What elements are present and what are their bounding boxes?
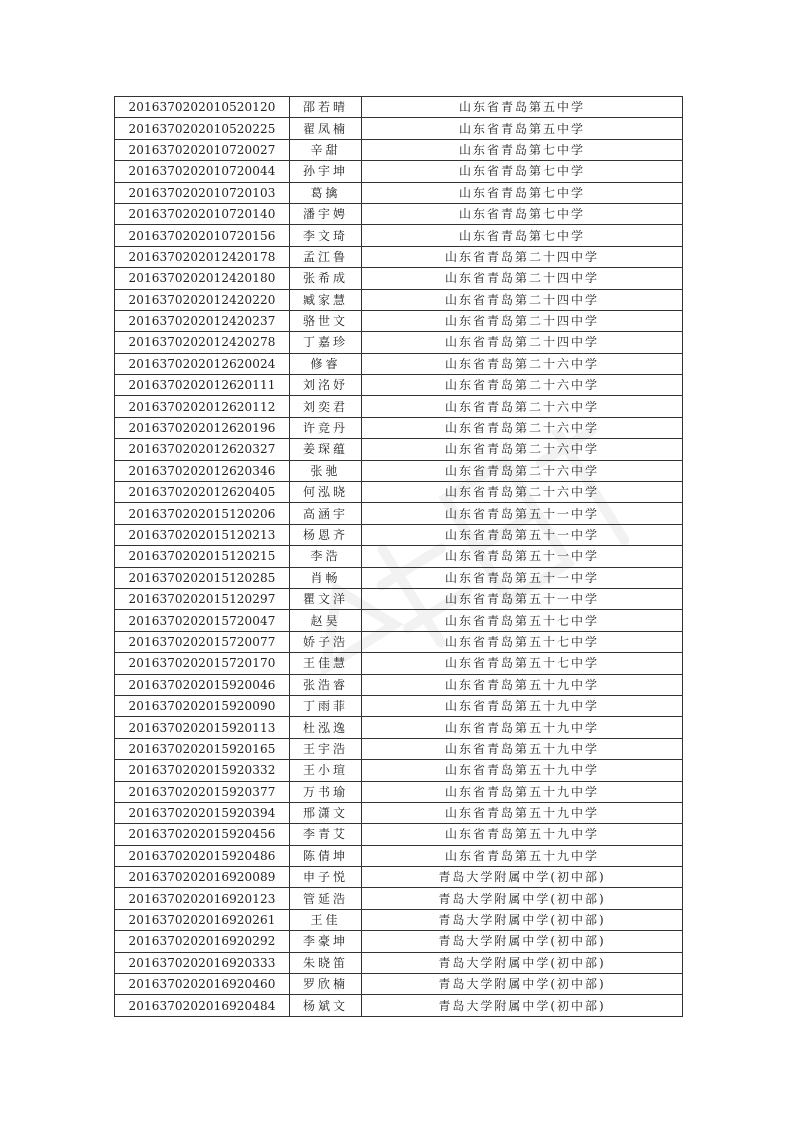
- student-id-cell: 2016370202015120297: [115, 588, 290, 609]
- student-id-cell: 2016370202015920394: [115, 802, 290, 823]
- table-row: [115, 653, 683, 674]
- table-row: [115, 203, 683, 224]
- table-row: [115, 781, 683, 802]
- student-id-cell: 2016370202015120213: [115, 524, 290, 545]
- student-id-cell: 2016370202010720140: [115, 203, 290, 224]
- student-name-cell: 肖畅: [290, 567, 362, 588]
- table-row: [115, 931, 683, 952]
- student-id-cell: 2016370202016920261: [115, 909, 290, 930]
- student-id-cell: 2016370202012420278: [115, 332, 290, 353]
- school-name-cell: 山东省青岛第二十六中学: [362, 396, 683, 417]
- school-name-cell: 山东省青岛第七中学: [362, 139, 683, 160]
- school-name-cell: 山东省青岛第二十四中学: [362, 246, 683, 267]
- student-id-cell: 2016370202012620346: [115, 460, 290, 481]
- school-name-cell: 山东省青岛第五十九中学: [362, 760, 683, 781]
- student-name-cell: 朱晓笛: [290, 952, 362, 973]
- table-row: [115, 524, 683, 545]
- table-row: [115, 824, 683, 845]
- school-name-cell: 青岛大学附属中学(初中部): [362, 995, 683, 1016]
- student-id-cell: 2016370202015920377: [115, 781, 290, 802]
- table-row: [115, 246, 683, 267]
- student-id-cell: 2016370202012420180: [115, 268, 290, 289]
- school-name-cell: 山东省青岛第二十四中学: [362, 268, 683, 289]
- school-name-cell: 山东省青岛第二十六中学: [362, 482, 683, 503]
- student-id-cell: 2016370202012620112: [115, 396, 290, 417]
- student-id-cell: 2016370202012620405: [115, 482, 290, 503]
- table-row: [115, 952, 683, 973]
- student-name-cell: 骆世文: [290, 310, 362, 331]
- student-name-cell: 陈倩坤: [290, 845, 362, 866]
- student-name-cell: 申子悦: [290, 867, 362, 888]
- table-row: [115, 503, 683, 524]
- student-id-cell: 2016370202016920089: [115, 867, 290, 888]
- student-name-cell: 刘洺妤: [290, 375, 362, 396]
- student-name-cell: 瞿文洋: [290, 588, 362, 609]
- student-id-cell: 2016370202010720156: [115, 225, 290, 246]
- table-row: [115, 695, 683, 716]
- school-name-cell: 山东省青岛第五十九中学: [362, 824, 683, 845]
- student-id-cell: 2016370202015920332: [115, 760, 290, 781]
- student-name-cell: 张希成: [290, 268, 362, 289]
- student-name-cell: 孙宇坤: [290, 161, 362, 182]
- student-name-cell: 许竞丹: [290, 417, 362, 438]
- table-row: [115, 995, 683, 1016]
- student-name-cell: 张驰: [290, 460, 362, 481]
- student-id-cell: 2016370202016920333: [115, 952, 290, 973]
- table-row: [115, 974, 683, 995]
- table-row: [115, 182, 683, 203]
- table-row: [115, 867, 683, 888]
- school-name-cell: 山东省青岛第五十七中学: [362, 631, 683, 652]
- student-id-cell: 2016370202015920113: [115, 717, 290, 738]
- school-name-cell: 山东省青岛第五十七中学: [362, 653, 683, 674]
- student-name-cell: 葛擒: [290, 182, 362, 203]
- student-id-cell: 2016370202015920456: [115, 824, 290, 845]
- school-name-cell: 青岛大学附属中学(初中部): [362, 974, 683, 995]
- student-id-cell: 2016370202015920046: [115, 674, 290, 695]
- student-id-cell: 2016370202015120215: [115, 546, 290, 567]
- student-id-cell: 2016370202015720047: [115, 610, 290, 631]
- school-name-cell: 山东省青岛第二十六中学: [362, 460, 683, 481]
- student-id-cell: 2016370202012420220: [115, 289, 290, 310]
- student-id-cell: 2016370202015920486: [115, 845, 290, 866]
- student-id-cell: 2016370202010520120: [115, 97, 290, 118]
- student-id-cell: 2016370202012420178: [115, 246, 290, 267]
- student-name-cell: 王佳慧: [290, 653, 362, 674]
- student-name-cell: 李文琦: [290, 225, 362, 246]
- student-name-cell: 姜琛蕴: [290, 439, 362, 460]
- table-row: [115, 546, 683, 567]
- student-id-cell: 2016370202010520225: [115, 118, 290, 139]
- school-name-cell: 山东省青岛第五十一中学: [362, 546, 683, 567]
- student-name-cell: 何泓晓: [290, 482, 362, 503]
- student-id-cell: 2016370202015920090: [115, 695, 290, 716]
- table-row: [115, 567, 683, 588]
- school-name-cell: 青岛大学附属中学(初中部): [362, 931, 683, 952]
- student-name-cell: 管延浩: [290, 888, 362, 909]
- student-name-cell: 杜泓逸: [290, 717, 362, 738]
- table-row: [115, 845, 683, 866]
- school-name-cell: 山东省青岛第五十九中学: [362, 845, 683, 866]
- school-name-cell: 山东省青岛第五十九中学: [362, 717, 683, 738]
- student-id-cell: 2016370202015120206: [115, 503, 290, 524]
- table-row: [115, 97, 683, 118]
- student-name-cell: 刘奕君: [290, 396, 362, 417]
- table-row: [115, 674, 683, 695]
- school-name-cell: 山东省青岛第二十六中学: [362, 417, 683, 438]
- school-name-cell: 山东省青岛第七中学: [362, 225, 683, 246]
- table-row: [115, 631, 683, 652]
- table-row: [115, 225, 683, 246]
- school-name-cell: 山东省青岛第五十九中学: [362, 695, 683, 716]
- school-name-cell: 山东省青岛第五十一中学: [362, 567, 683, 588]
- student-name-cell: 罗欣楠: [290, 974, 362, 995]
- table-row: [115, 439, 683, 460]
- school-name-cell: 山东省青岛第五十一中学: [362, 588, 683, 609]
- student-name-cell: 李青艾: [290, 824, 362, 845]
- student-id-cell: 2016370202016920460: [115, 974, 290, 995]
- student-id-cell: 2016370202015120285: [115, 567, 290, 588]
- student-name-cell: 翟凤楠: [290, 118, 362, 139]
- table-row: [115, 460, 683, 481]
- school-name-cell: 山东省青岛第七中学: [362, 161, 683, 182]
- student-id-cell: 2016370202016920484: [115, 995, 290, 1016]
- student-name-cell: 王佳: [290, 909, 362, 930]
- school-name-cell: 山东省青岛第二十六中学: [362, 439, 683, 460]
- student-id-cell: 2016370202010720027: [115, 139, 290, 160]
- table-row: [115, 588, 683, 609]
- table-row: [115, 310, 683, 331]
- student-id-cell: 2016370202010720103: [115, 182, 290, 203]
- school-name-cell: 山东省青岛第二十四中学: [362, 289, 683, 310]
- student-name-cell: 孟江鲁: [290, 246, 362, 267]
- student-name-cell: 臧家慧: [290, 289, 362, 310]
- table-row: [115, 482, 683, 503]
- school-name-cell: 山东省青岛第五十九中学: [362, 781, 683, 802]
- student-id-cell: 2016370202012420237: [115, 310, 290, 331]
- school-name-cell: 山东省青岛第七中学: [362, 182, 683, 203]
- table-row: [115, 161, 683, 182]
- table-row: [115, 909, 683, 930]
- student-id-cell: 2016370202015920165: [115, 738, 290, 759]
- student-name-cell: 万书瑜: [290, 781, 362, 802]
- student-name-cell: 杨斌文: [290, 995, 362, 1016]
- table-row: [115, 289, 683, 310]
- school-name-cell: 青岛大学附属中学(初中部): [362, 909, 683, 930]
- student-id-cell: 2016370202010720044: [115, 161, 290, 182]
- student-id-cell: 2016370202016920292: [115, 931, 290, 952]
- student-id-cell: 2016370202015720077: [115, 631, 290, 652]
- school-name-cell: 山东省青岛第二十四中学: [362, 332, 683, 353]
- student-id-cell: 2016370202012620111: [115, 375, 290, 396]
- student-name-cell: 辛甜: [290, 139, 362, 160]
- student-name-cell: 丁嘉珍: [290, 332, 362, 353]
- table-row: [115, 139, 683, 160]
- table-row: [115, 760, 683, 781]
- student-list-table: [114, 96, 683, 1017]
- school-name-cell: 山东省青岛第五十九中学: [362, 674, 683, 695]
- student-name-cell: 李浩: [290, 546, 362, 567]
- student-id-cell: 2016370202012620327: [115, 439, 290, 460]
- school-name-cell: 山东省青岛第五十一中学: [362, 503, 683, 524]
- student-name-cell: 王宇浩: [290, 738, 362, 759]
- school-name-cell: 山东省青岛第二十四中学: [362, 310, 683, 331]
- student-name-cell: 张浩睿: [290, 674, 362, 695]
- table-row: [115, 417, 683, 438]
- school-name-cell: 青岛大学附属中学(初中部): [362, 867, 683, 888]
- school-name-cell: 山东省青岛第五十九中学: [362, 802, 683, 823]
- school-name-cell: 山东省青岛第五中学: [362, 118, 683, 139]
- student-name-cell: 邢潇文: [290, 802, 362, 823]
- table-row: [115, 268, 683, 289]
- student-name-cell: 邵若晴: [290, 97, 362, 118]
- student-name-cell: 杨恩齐: [290, 524, 362, 545]
- school-name-cell: 青岛大学附属中学(初中部): [362, 888, 683, 909]
- school-name-cell: 山东省青岛第二十六中学: [362, 353, 683, 374]
- student-id-cell: 2016370202012620196: [115, 417, 290, 438]
- student-id-cell: 2016370202016920123: [115, 888, 290, 909]
- student-name-cell: 丁雨菲: [290, 695, 362, 716]
- student-list-body: [115, 97, 683, 1017]
- student-name-cell: 高涵宇: [290, 503, 362, 524]
- table-row: [115, 802, 683, 823]
- student-name-cell: 修睿: [290, 353, 362, 374]
- table-row: [115, 375, 683, 396]
- school-name-cell: 山东省青岛第七中学: [362, 203, 683, 224]
- student-name-cell: 潘宇娉: [290, 203, 362, 224]
- table-row: [115, 738, 683, 759]
- school-name-cell: 山东省青岛第二十六中学: [362, 375, 683, 396]
- student-name-cell: 赵昊: [290, 610, 362, 631]
- student-name-cell: 王小瑄: [290, 760, 362, 781]
- school-name-cell: 山东省青岛第五中学: [362, 97, 683, 118]
- school-name-cell: 山东省青岛第五十七中学: [362, 610, 683, 631]
- table-row: [115, 332, 683, 353]
- table-row: [115, 717, 683, 738]
- school-name-cell: 山东省青岛第五十九中学: [362, 738, 683, 759]
- table-row: [115, 888, 683, 909]
- school-name-cell: 青岛大学附属中学(初中部): [362, 952, 683, 973]
- school-name-cell: 山东省青岛第五十一中学: [362, 524, 683, 545]
- table-row: [115, 118, 683, 139]
- table-row: [115, 396, 683, 417]
- student-name-cell: 娇子浩: [290, 631, 362, 652]
- student-id-cell: 2016370202012620024: [115, 353, 290, 374]
- student-id-cell: 2016370202015720170: [115, 653, 290, 674]
- table-row: [115, 353, 683, 374]
- table-row: [115, 610, 683, 631]
- student-name-cell: 李豪坤: [290, 931, 362, 952]
